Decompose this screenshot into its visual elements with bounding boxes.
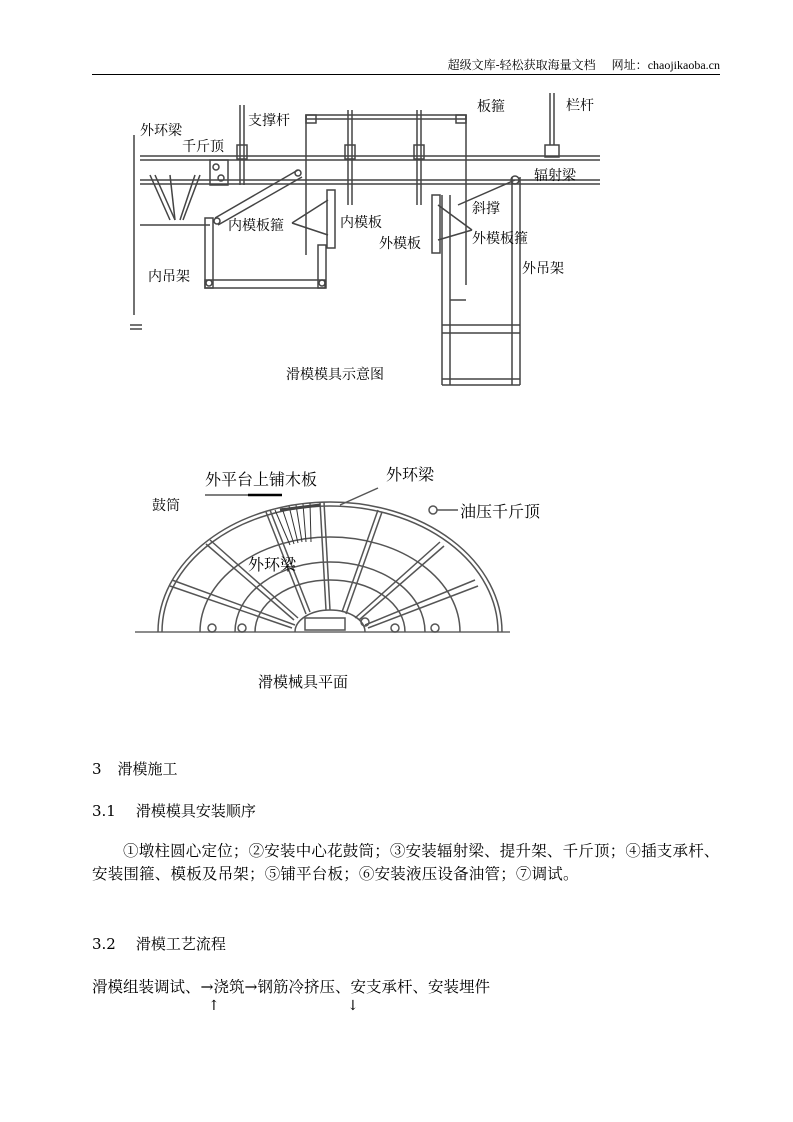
- label-inner-form-hoop: 内模板箍: [228, 218, 284, 234]
- header-site-name: 超级文库-轻松获取海量文档: [447, 58, 596, 72]
- label-inner-form: 内模板: [340, 215, 382, 231]
- label-drum: 鼓筒: [152, 498, 180, 514]
- label-outer-form: 外模板: [379, 236, 421, 252]
- section-3-1-number: 3.1: [92, 802, 116, 820]
- figure2-caption: 滑模械具平面: [258, 673, 349, 691]
- label-support-rod: 支撑杆: [248, 113, 290, 129]
- label-plate-hoop: 板箍: [477, 99, 505, 115]
- label-outer-ring-beam: 外环梁: [140, 123, 182, 139]
- label-outer-ring-beam-top: 外环梁: [386, 465, 435, 484]
- schematic-labels: [120, 85, 620, 405]
- label-outer-form-hoop: 外模板箍: [472, 231, 528, 247]
- section-3-2-number: 3.2: [92, 935, 116, 953]
- header-url-label: 网址：: [611, 58, 648, 72]
- page-header: [92, 56, 720, 75]
- section-3-2-heading: [92, 933, 226, 954]
- section-3-2-title: 滑模工艺流程: [135, 935, 226, 953]
- label-railing: 栏杆: [566, 98, 594, 114]
- section-3-heading: [92, 758, 178, 779]
- section-3-title: 滑模施工: [117, 760, 178, 778]
- section-3-1-heading: [92, 800, 256, 821]
- label-jack: 千斤顶: [182, 139, 224, 155]
- plan-labels: [130, 450, 550, 650]
- label-outer-ring-beam-inner: 外环梁: [248, 555, 297, 574]
- install-sequence-paragraph: ①墩柱圆心定位；②安装中心花鼓筒；③安装辐射梁、提升架、千斤顶；④插支承杆、安装围箍、模板及吊架；⑤铺平台板；⑥安装液压设备油管；⑦调试。: [92, 842, 720, 883]
- label-radial-beam: 辐射梁: [534, 168, 576, 184]
- arrow-down: ↓: [347, 998, 359, 1014]
- label-inner-hanger: 内吊架: [148, 269, 190, 285]
- arrow-up: ↑: [208, 998, 220, 1014]
- label-hydraulic-jack: 油压千斤顶: [460, 502, 541, 521]
- label-outer-hanger: 外吊架: [522, 261, 564, 277]
- label-wood-plank: 外平台上铺木板: [205, 470, 318, 489]
- label-diagonal-brace: 斜撑: [472, 201, 500, 217]
- process-flow-text: 滑模组装调试、→浇筑→钢筋冷挤压、安支承杆、安装埋件: [92, 978, 490, 996]
- header-url: chaojikaoba.cn: [647, 58, 720, 72]
- section-3-1-title: 滑模模具安装顺序: [135, 802, 256, 820]
- section-3-number: 3: [92, 760, 102, 778]
- figure1-caption: 滑模模具示意图: [286, 367, 384, 383]
